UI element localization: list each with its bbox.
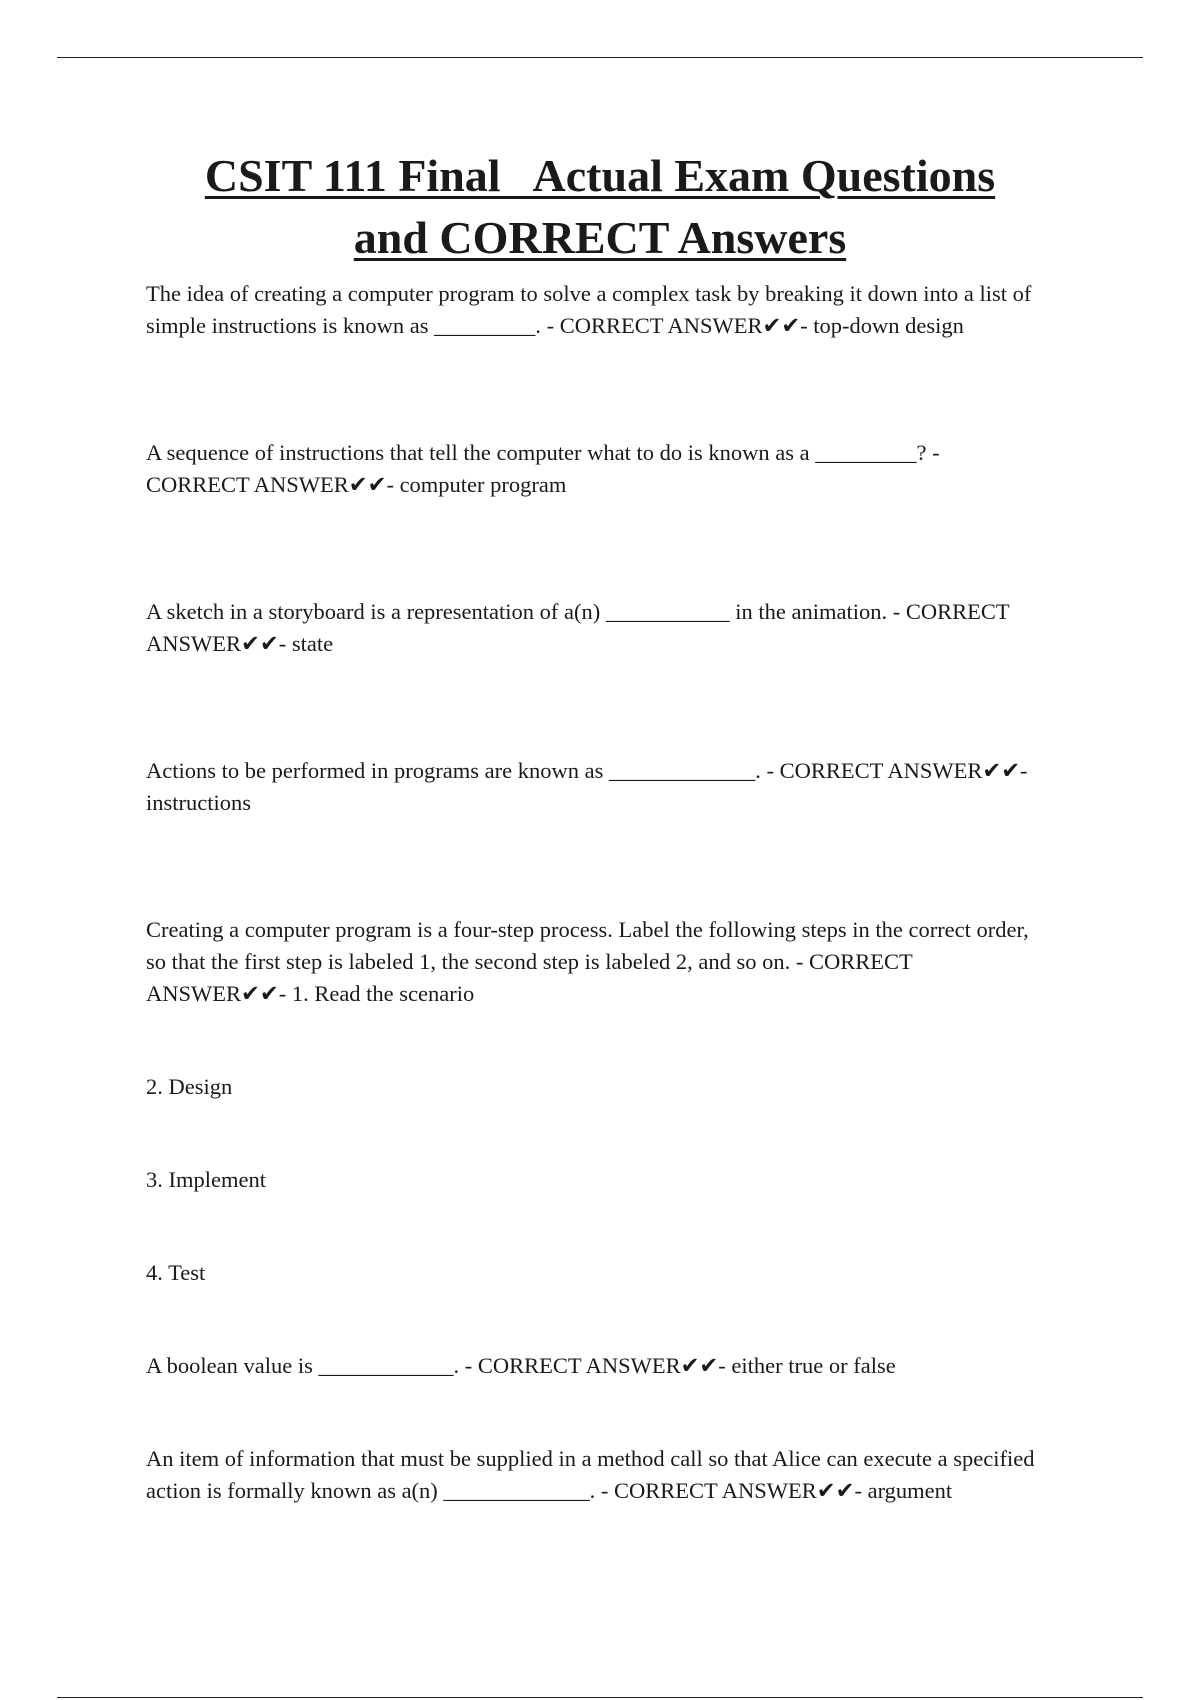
qa-item: Actions to be performed in programs are known as _____________. - CORRECT ANSWER✔✔- instructions <box>146 758 1028 815</box>
qa-item: Creating a computer program is a four-step process. Label the following steps in the correct order, so that the first step is labeled 1, the second step is labeled 2, and so on. - CORRECT ANSWER✔✔- 1. Read the scenario <box>146 917 1029 1006</box>
step-item: 2. Design <box>146 1074 233 1099</box>
bottom-rule <box>57 1697 1143 1698</box>
qa-content <box>146 278 1046 1507</box>
title-line-2: and CORRECT Answers <box>353 212 847 263</box>
title-line-1: CSIT 111 Final Actual Exam Questions <box>204 150 996 201</box>
qa-item: A boolean value is ____________. - CORRECT ANSWER✔✔- either true or false <box>146 1353 896 1378</box>
qa-item: A sequence of instructions that tell the computer what to do is known as a _________? - CORRECT ANSWER✔✔- computer program <box>146 440 940 497</box>
step-item: 3. Implement <box>146 1167 266 1192</box>
qa-item: The idea of creating a computer program to solve a complex task by breaking it down into a list of simple instructions is known as _________. - CORRECT ANSWER✔✔- top-down design <box>146 281 1032 338</box>
page-title <box>0 145 1200 269</box>
qa-item: An item of information that must be supplied in a method call so that Alice can execute a specified action is formally known as a(n) _____________. - CORRECT ANSWER✔✔- argument <box>146 1446 1035 1503</box>
qa-item: A sketch in a storyboard is a representation of a(n) ___________ in the animation. - CORRECT ANSWER✔✔- state <box>146 599 1010 656</box>
step-item: 4. Test <box>146 1260 206 1285</box>
top-rule <box>57 57 1143 58</box>
